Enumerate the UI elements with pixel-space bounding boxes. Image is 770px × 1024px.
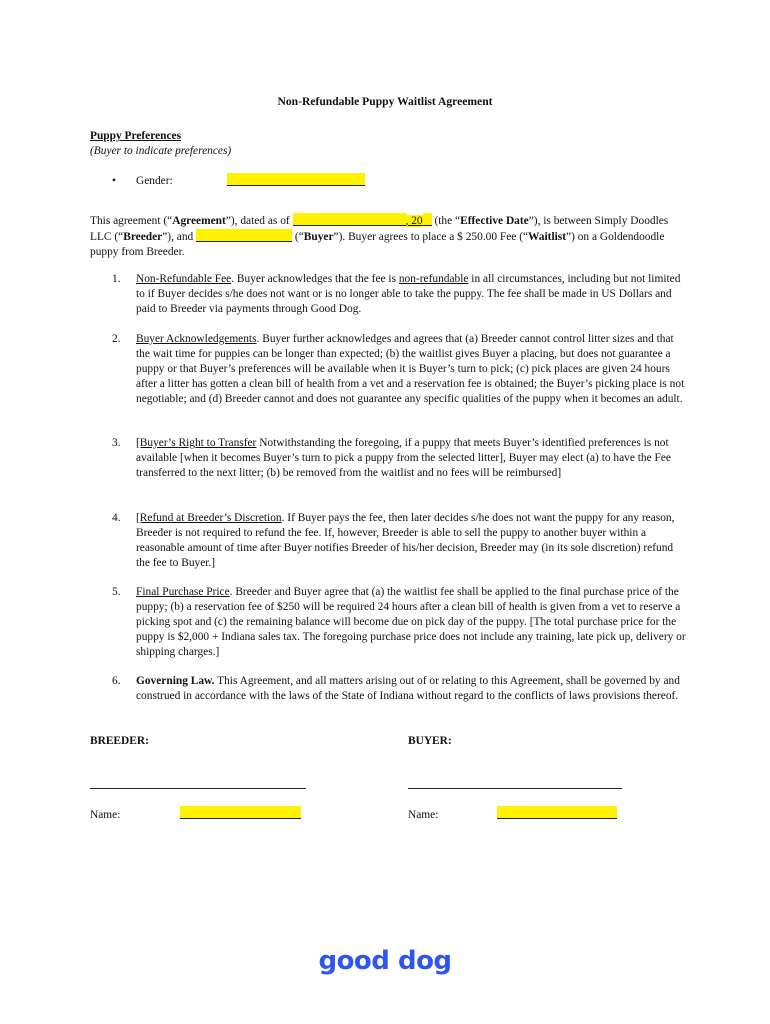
bullet-icon: • [112, 175, 116, 187]
clause-heading: [Buyer’s Right to Transfer [136, 437, 257, 449]
waitlist-term: Waitlist [528, 231, 567, 243]
buyer-name-field[interactable] [196, 229, 292, 242]
effective-date-field[interactable] [293, 213, 406, 226]
intro-paragraph: This agreement (“Agreement”), dated as of , 20 (the “Effective Date”), is between Simply Doodles LLC (“Breeder”), and (“Buyer”). Buyer agrees to place a $ 250.00 Fee (“Waitlist”) on a Goldendoodle puppy from Breeder. [90, 215, 669, 258]
year-field[interactable]: , 20 [405, 215, 423, 227]
good-dog-logo: good dog [318, 946, 452, 976]
buyer-signature-line[interactable] [408, 788, 622, 789]
clause-heading: Governing Law. [136, 675, 215, 687]
year-suffix-field[interactable] [423, 213, 432, 226]
buyer-name-signature-field[interactable] [497, 806, 617, 819]
breeder-name-field[interactable] [180, 806, 301, 819]
preferences-note: (Buyer to indicate preferences) [90, 145, 232, 157]
effective-date-term: Effective Date [460, 215, 529, 227]
clause-heading: Non-Refundable Fee [136, 273, 232, 285]
breeder-name-label: Name: [90, 809, 121, 821]
breeder-signature-label: BREEDER: [90, 735, 149, 747]
puppy-preferences-heading: Puppy Preferences [90, 130, 182, 142]
agreement-term: Agreement [172, 215, 226, 227]
non-refundable-emphasis: non-refundable [398, 273, 469, 285]
buyer-term: Buyer [303, 231, 334, 243]
breeder-term: Breeder [123, 231, 163, 243]
buyer-signature-label: BUYER: [408, 735, 452, 747]
document-title: Non-Refundable Puppy Waitlist Agreement [277, 95, 493, 108]
clause-heading: Buyer Acknowledgements [136, 333, 257, 345]
buyer-name-label: Name: [408, 809, 439, 821]
clause-heading: Final Purchase Price [136, 586, 230, 598]
breeder-signature-line[interactable] [90, 788, 306, 789]
gender-label: Gender: [136, 175, 173, 187]
gender-field[interactable] [227, 173, 365, 186]
clause-heading: [Refund at Breeder’s Discretion [136, 512, 282, 524]
